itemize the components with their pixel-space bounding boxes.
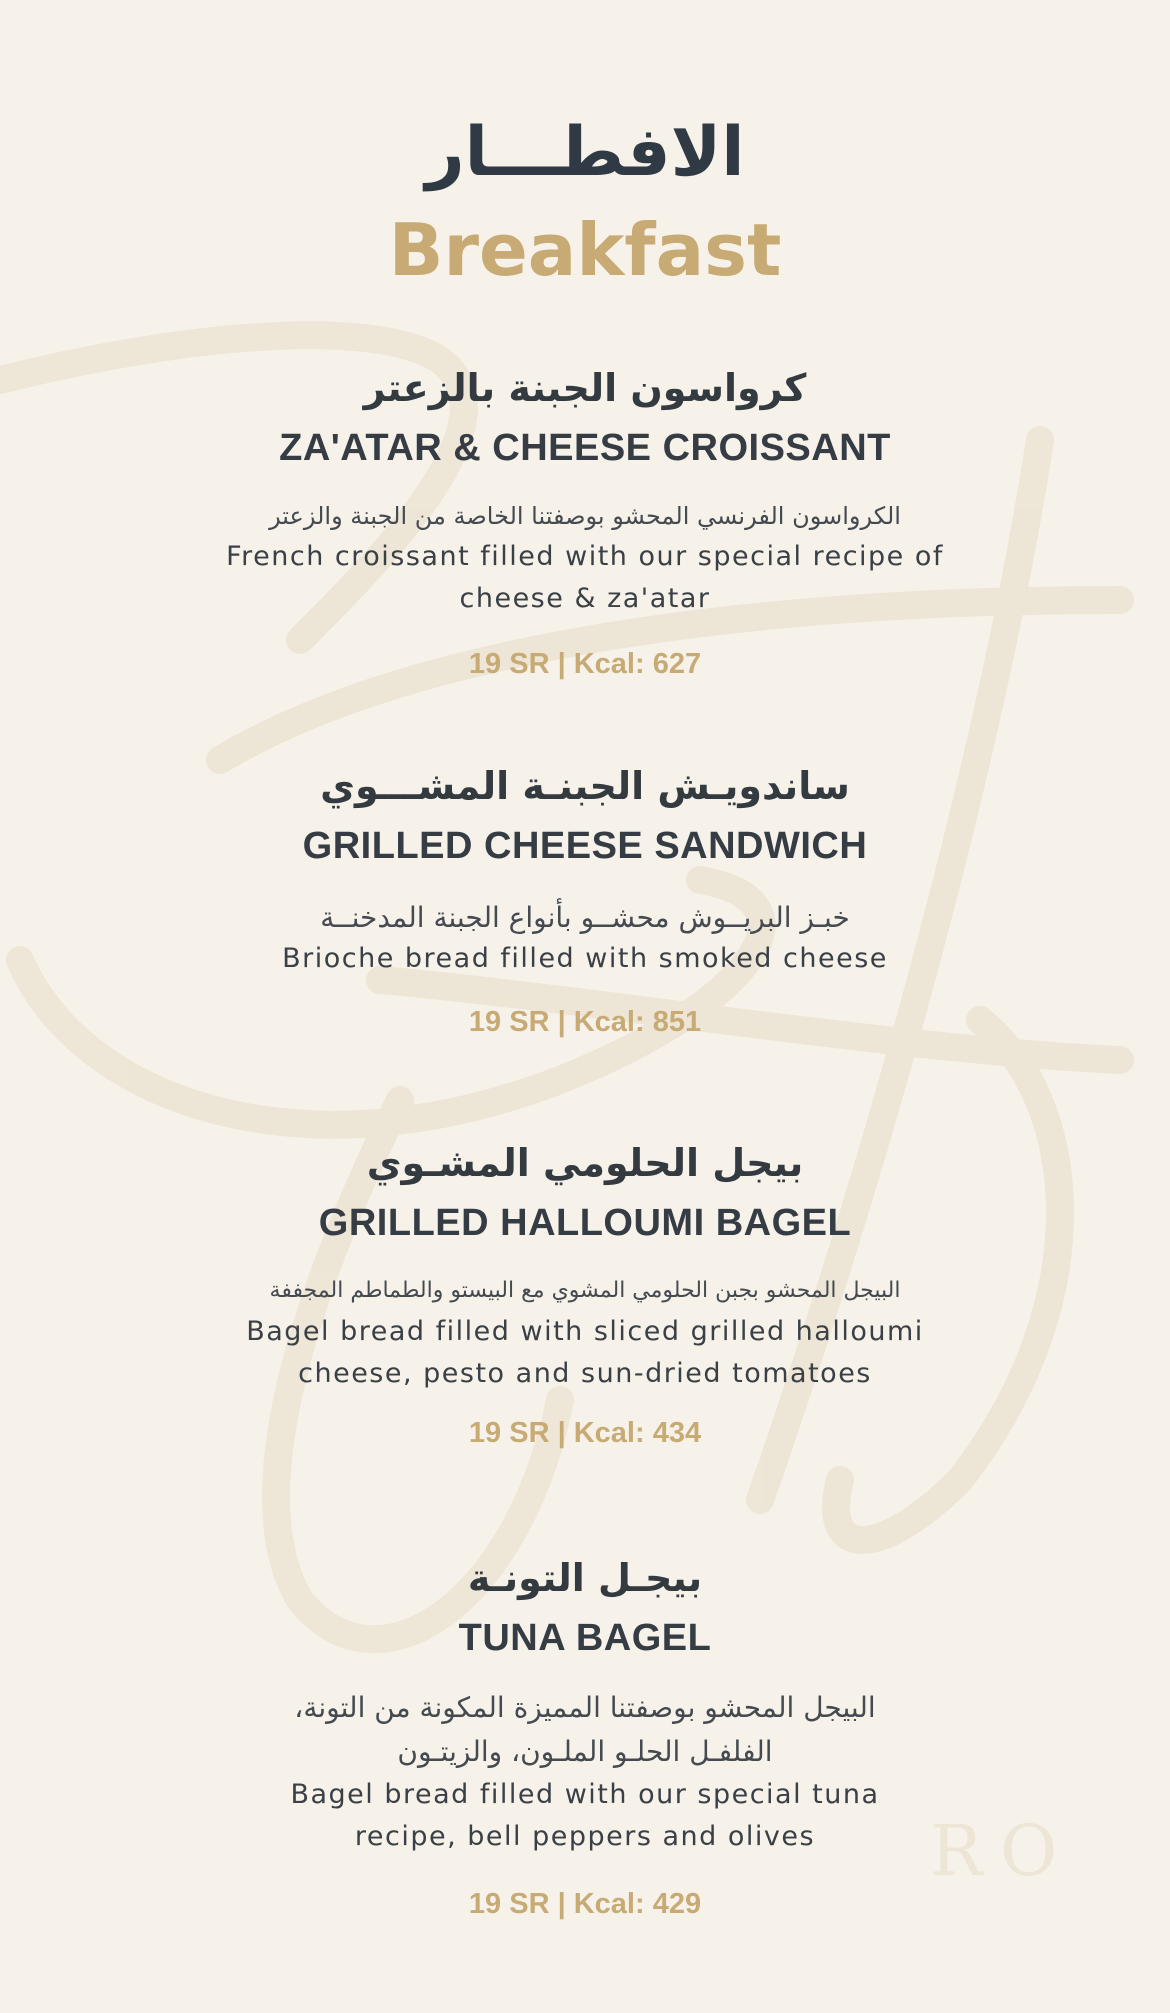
svg-text:O: O: [1000, 1810, 1058, 1892]
item-name-arabic: كرواسون الجبنة بالزعتر: [363, 366, 807, 410]
item-description-arabic: البيجل المحشو بوصفتنا المميزة المكونة من التونة، الفلفـل الحلـو الملـون، والزيتـون: [294, 1691, 876, 1768]
item-name-english: ZA'ATAR & CHEESE CROISSANT: [279, 427, 891, 469]
item-description-arabic: الكرواسون الفرنسي المحشو بوصفتنا الخاصة من الجبنة والزعتر: [269, 502, 901, 530]
item-price: 19 SR | Kcal: 851: [468, 1006, 702, 1038]
item-name-english: GRILLED CHEESE SANDWICH: [302, 825, 868, 867]
item-description-english: Bagel bread filled with sliced grilled halloumi cheese, pesto and sun-dried tomatoes: [246, 1316, 924, 1389]
section-title-english: Breakfast: [388, 208, 782, 292]
section-title-arabic: الافطـــار: [425, 113, 745, 192]
menu-item[interactable]: [0, 1550, 1170, 1924]
item-description-arabic: خبـز البريــوش محشــو بأنواع الجبنة المدخنــة: [320, 901, 850, 934]
item-name-english: GRILLED HALLOUMI BAGEL: [318, 1202, 852, 1244]
item-description-english: Brioche bread filled with smoked cheese: [282, 943, 888, 974]
item-price: 19 SR | Kcal: 429: [468, 1888, 702, 1920]
svg-text:R: R: [930, 1810, 983, 1892]
menu-item[interactable]: [0, 360, 1170, 684]
item-name-arabic: بيجل الحلومي المشـوي: [366, 1141, 804, 1185]
item-name-arabic: بيجـل التونـة: [467, 1556, 703, 1600]
item-price: 19 SR | Kcal: 627: [468, 648, 702, 680]
item-description-arabic: البيجل المحشو بجبن الحلومي المشوي مع البيستو والطماطم المجففة: [269, 1278, 901, 1303]
menu-item[interactable]: [0, 758, 1170, 1042]
item-name-english: TUNA BAGEL: [458, 1617, 712, 1659]
item-description-english: French croissant filled with our special recipe of cheese & za'atar: [226, 541, 944, 614]
item-name-arabic: ساندويـش الجبنـة المشـــوي: [320, 764, 850, 808]
item-price: 19 SR | Kcal: 434: [468, 1417, 702, 1449]
menu-item[interactable]: [0, 1135, 1170, 1453]
item-description-english: Bagel bread filled with our special tuna recipe, bell peppers and olives: [290, 1779, 880, 1852]
